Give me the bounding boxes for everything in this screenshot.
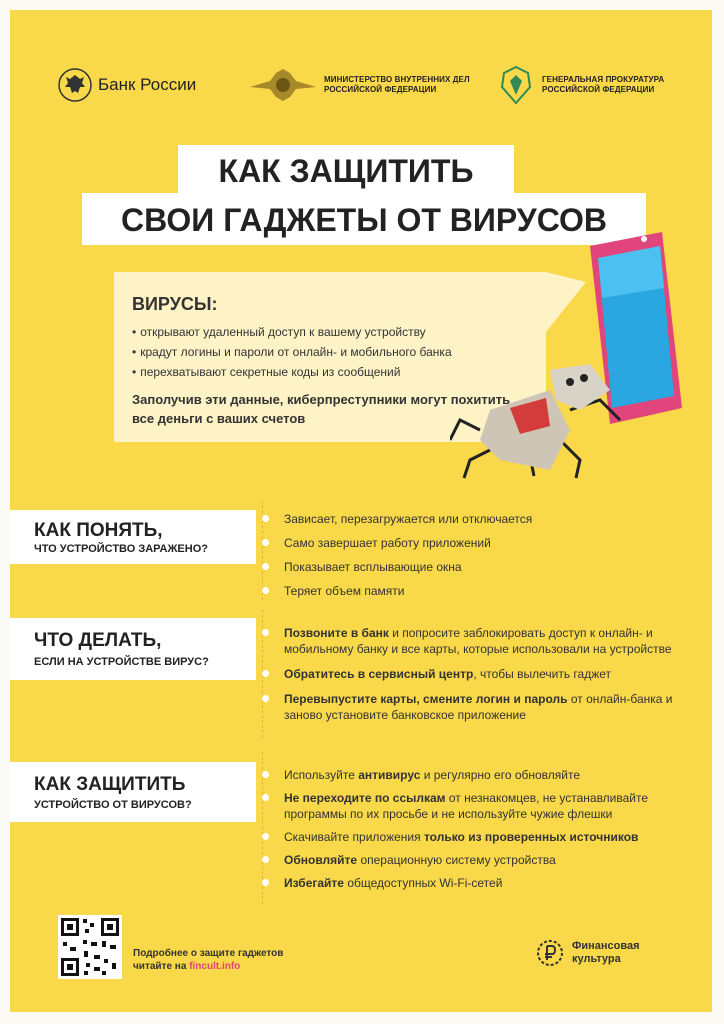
list-item-text: и регулярно его обновляйте [420, 768, 581, 782]
bank-of-russia-logo [58, 67, 196, 103]
list-item [260, 852, 700, 868]
title-box-line2 [82, 193, 646, 245]
mvd-name [324, 75, 470, 95]
what-to-do-list [260, 625, 700, 723]
list-item-text: и попросите заблокировать доступ к онлайн- и мобильному банку и все карты, которые использовали на устройстве [284, 626, 672, 656]
bullet-icon [262, 794, 269, 801]
speech-tail [546, 272, 586, 332]
list-item [260, 666, 700, 682]
bullet-icon [262, 563, 269, 570]
bank-name: Банк России [98, 75, 197, 94]
section-protect-label [10, 762, 256, 822]
prosecutor-name [542, 75, 664, 95]
list-item-text: от незнакомцев, не устанавливайте программы по их просьбе и не используйте чужие флешки [284, 791, 649, 821]
list-item-text: Зависает, перезагружается или отключается [284, 512, 533, 526]
poster [10, 10, 712, 1012]
list-item [260, 625, 700, 657]
list-item-bold: Не переходите по ссылкам [284, 791, 446, 805]
section-what-to-do-title: ЧТО ДЕЛАТЬ, [34, 630, 162, 651]
ruble-icon [536, 939, 564, 967]
footer-text [133, 947, 283, 973]
bullet-icon [262, 539, 269, 546]
bullet-icon [262, 629, 269, 636]
bullet-icon [262, 771, 269, 778]
mvd-line1: МИНИСТЕРСТВО ВНУТРЕННИХ ДЕЛ [324, 75, 470, 84]
bullet-icon [262, 670, 269, 677]
list-item-text: общедоступных Wi-Fi-сетей [343, 876, 503, 890]
gp-line2: РОССИЙСКОЙ ФЕДЕРАЦИИ [542, 85, 655, 94]
list-item-bold: только из проверенных источников [423, 830, 639, 844]
list-item [260, 691, 700, 723]
list-item-bold: Избегайте [284, 876, 344, 890]
list-item [260, 559, 700, 583]
list-item-bold: антивирус [358, 768, 421, 782]
list-item-bold: Обратитесь в сервисный центр [284, 667, 474, 681]
protect-list [260, 767, 700, 891]
list-item-bold: Перевыпустите карты, смените логин и пароль [284, 692, 568, 706]
financial-culture-name [572, 940, 640, 966]
list-item [260, 829, 700, 845]
section-infected-title: КАК ПОНЯТЬ, [34, 520, 163, 541]
infected-symptoms-list [260, 511, 700, 607]
mvd-emblem-icon [250, 65, 316, 105]
list-item-text: от онлайн-банка и заново установите банковское приложение [284, 692, 673, 722]
list-item-text: Само завершает работу приложений [284, 536, 491, 550]
bullet-icon [262, 879, 269, 886]
list-item-pre: Используйте [284, 768, 359, 782]
logo-row [10, 65, 712, 115]
list-item [260, 875, 700, 891]
title-box-line1 [178, 145, 514, 193]
list-item [260, 583, 700, 607]
footer-line2-text: читайте на [133, 961, 187, 972]
virus-list-item: • крадут логины и пароли от онлайн- и мобильного банка [132, 342, 452, 362]
virus-list-item: • перехватывают секретные коды из сообщений [132, 362, 452, 382]
section-protect-subtitle: УСТРОЙСТВО ОТ ВИРУСОВ? [34, 799, 192, 811]
gp-line1: ГЕНЕРАЛЬНАЯ ПРОКУРАТУРА [542, 75, 665, 84]
mvd-logo [250, 65, 470, 105]
virus-heading: ВИРУСЫ: [132, 294, 218, 314]
fincult-link[interactable]: fincult.info [189, 961, 241, 972]
list-item-text: , чтобы вылечить гаджет [473, 667, 612, 681]
qr-code-icon[interactable] [58, 915, 122, 979]
list-item [260, 535, 700, 559]
section-protect-title: КАК ЗАЩИТИТЬ [34, 774, 186, 795]
page-title-line2: СВОИ ГАДЖЕТЫ ОТ ВИРУСОВ [120, 202, 608, 238]
footer-line2 [133, 960, 283, 973]
list-item [260, 790, 700, 822]
virus-list [132, 322, 452, 382]
prosecutor-logo [498, 65, 664, 105]
footer-line1: Подробнее о защите гаджетов [133, 948, 284, 959]
list-item [260, 767, 700, 783]
prosecutor-emblem-icon [498, 65, 534, 105]
list-item-pre: Скачивайте приложения [284, 830, 424, 844]
page-title-line1: КАК ЗАЩИТИТЬ [218, 153, 474, 189]
mvd-line2: РОССИЙСКОЙ ФЕДЕРАЦИИ [324, 85, 437, 94]
virus-note: Заполучив эти данные, киберпреступники могут похитить все деньги с ваших счетов [132, 392, 511, 426]
bullet-icon [262, 515, 269, 522]
bullet-icon [262, 695, 269, 702]
brand-line1: Финансовая [572, 940, 640, 952]
section-infected-subtitle: ЧТО УСТРОЙСТВО ЗАРАЖЕНО? [34, 543, 208, 555]
bullet-icon [262, 587, 269, 594]
list-item-text: операционную систему устройства [357, 853, 556, 867]
section-infected-label [10, 510, 256, 564]
list-item-text: Теряет объем памяти [284, 584, 405, 598]
virus-bug-icon [450, 360, 630, 480]
list-item-bold: Обновляйте [284, 853, 358, 867]
list-item-text: Показывает всплывающие окна [284, 560, 462, 574]
bullet-icon [262, 856, 269, 863]
bullet-icon [262, 833, 269, 840]
list-item-bold: Позвоните в банк [284, 626, 389, 640]
double-eagle-icon [58, 67, 92, 103]
financial-culture-logo [536, 939, 640, 967]
section-what-to-do-label [10, 618, 256, 680]
list-item [260, 511, 700, 535]
virus-list-item: • открывают удаленный доступ к вашему устройству [132, 322, 452, 342]
section-what-to-do-subtitle: ЕСЛИ НА УСТРОЙСТВЕ ВИРУС? [34, 656, 209, 668]
brand-line2: культура [572, 953, 621, 965]
